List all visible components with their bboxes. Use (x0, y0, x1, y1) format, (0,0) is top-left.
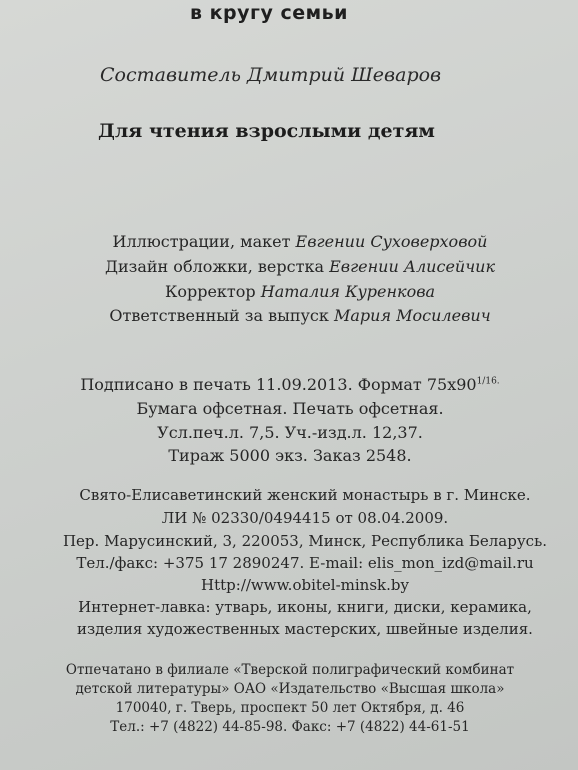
credit-person: Наталия Куренкова (260, 282, 436, 301)
imprint-print-run: Тираж 5000 экз. Заказ 2548. (168, 446, 412, 465)
imprint-sheets: Усл.печ.л. 7,5. Уч.-изд.л. 12,37. (157, 423, 423, 442)
credit-role: Иллюстрации, макет (112, 232, 291, 251)
credit-person: Евгении Суховерховой (295, 232, 488, 251)
credit-role: Ответственный за выпуск (109, 306, 329, 325)
credit-illustrations (70, 232, 530, 251)
printer-line-2: детской литературы» ОАО «Издательство «Высшая школа» (75, 681, 505, 697)
credit-person: Евгении Алисейчик (329, 257, 496, 276)
publisher-address: Пер. Марусинский, 3, 220053, Минск, Республика Беларусь. (62, 532, 548, 550)
publisher-contacts: Тел./факс: +375 17 2890247. E-mail: elis_mon_izd@mail.ru (76, 554, 534, 572)
format-fraction: 1/16. (476, 376, 500, 387)
publisher-shop-line-2: изделия художественных мастерских, швейные изделия. (77, 620, 533, 638)
publisher-shop-line-1: Интернет-лавка: утварь, иконы, книги, диски, керамика, (78, 598, 532, 616)
audience-note: Для чтения взрослыми детям (98, 120, 435, 142)
credit-role: Дизайн обложки, верстка (104, 257, 324, 276)
compiler-line: Составитель Дмитрий Шеваров (100, 64, 442, 86)
credit-role: Корректор (164, 282, 256, 301)
publisher-name: Свято-Елисаветинский женский монастырь в г. Минске. (79, 486, 531, 504)
imprint-signed (40, 375, 540, 394)
credit-cover-design (70, 257, 530, 276)
imprint-signed-text: Подписано в печать 11.09.2013. Формат 75х90 (80, 375, 477, 394)
imprint-paper: Бумага офсетная. Печать офсетная. (136, 399, 444, 418)
credit-person: Мария Мосилевич (333, 306, 491, 325)
credit-responsible (70, 306, 530, 325)
publisher-website: Http://www.obitel-minsk.by (201, 576, 409, 594)
publisher-license: ЛИ № 02330/0494415 от 08.04.2009. (161, 509, 449, 527)
printer-line-3: 170040, г. Тверь, проспект 50 лет Октября, д. 46 (115, 700, 465, 716)
credit-proofreader (70, 282, 530, 301)
printer-line-1: Отпечатано в филиале «Тверской полиграфический комбинат (65, 662, 515, 678)
printer-line-4: Тел.: +7 (4822) 44-85-98. Факс: +7 (4822) 44-61-51 (110, 719, 470, 735)
series-title: в кругу семьи (190, 2, 348, 24)
